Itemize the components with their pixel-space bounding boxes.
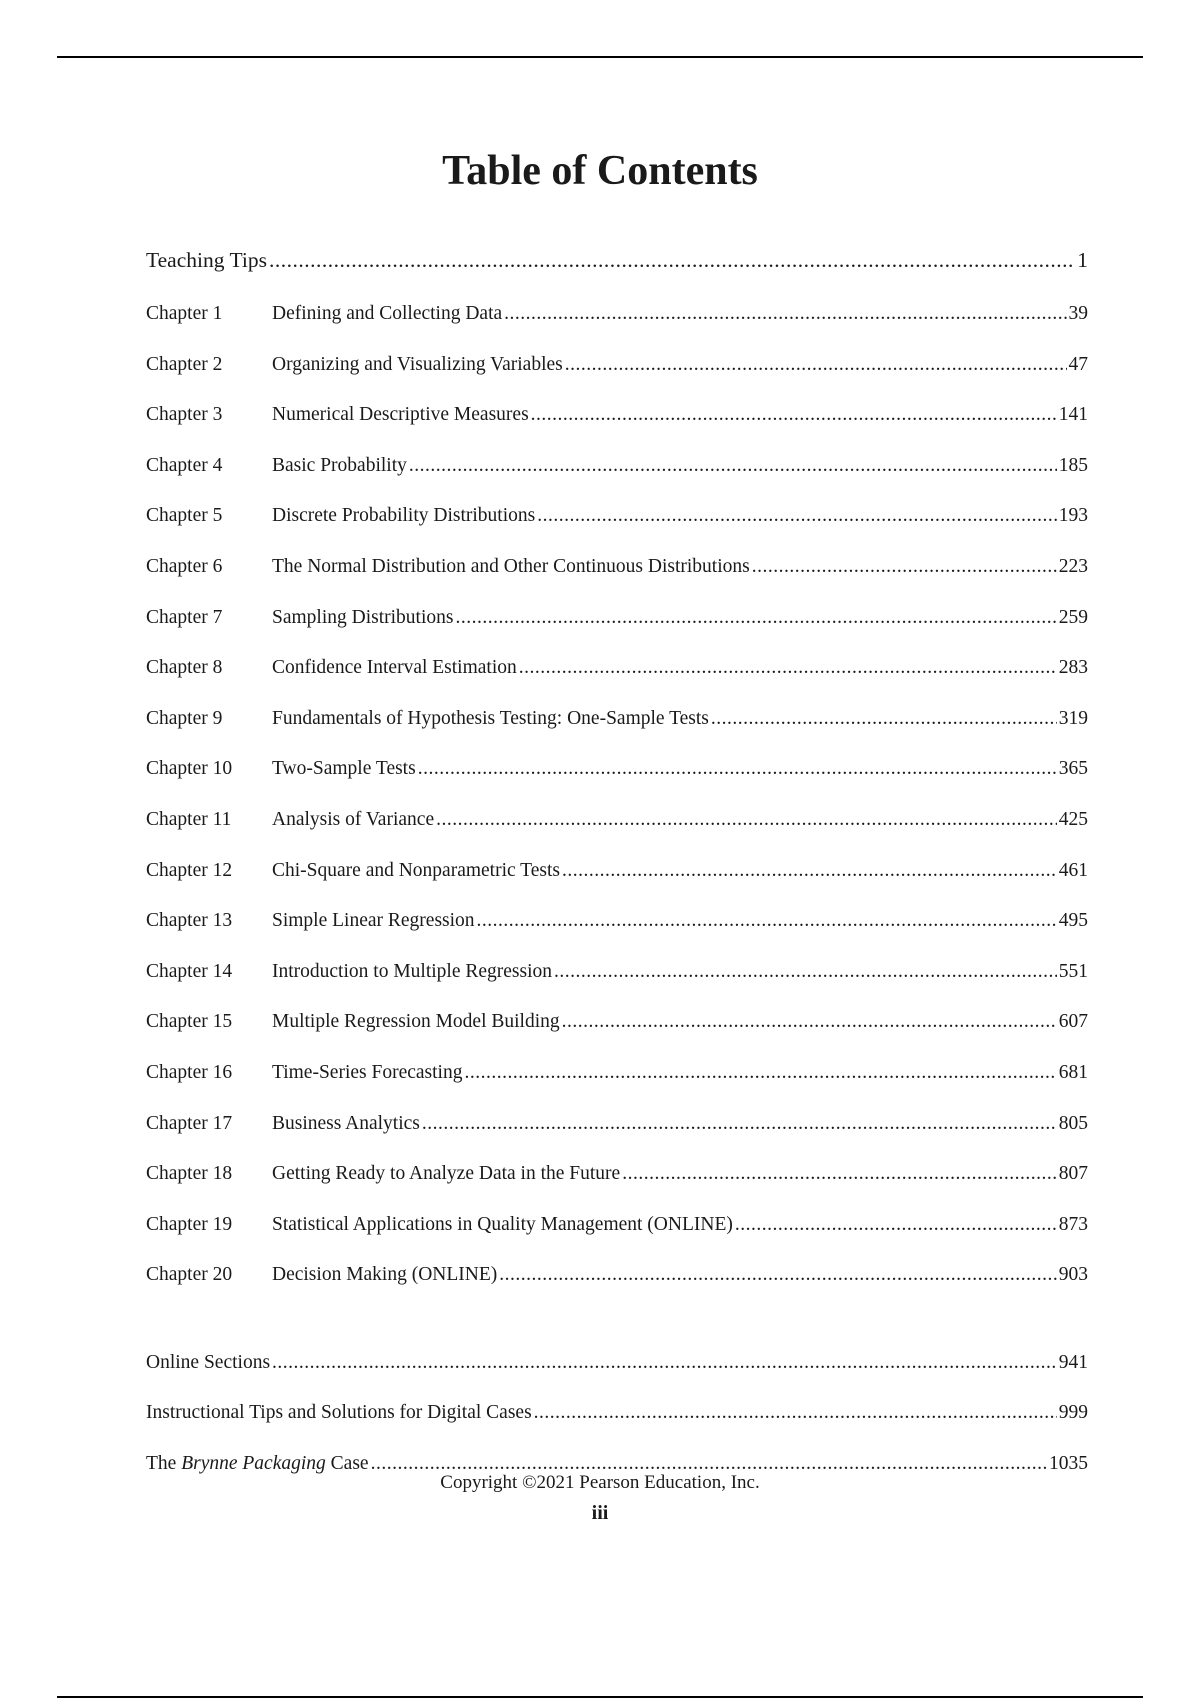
toc-chapter-title: Discrete Probability Distributions [272,505,536,527]
dot-leader [504,300,1066,328]
toc-chapter-title: Statistical Applications in Quality Management (ONLINE) [272,1213,733,1235]
toc-chapter-title: The Normal Distribution and Other Continuous Distributions [272,556,750,577]
toc-entry-chapter-6[interactable] [146,549,1088,581]
toc-chapter-number: Chapter 20 [146,1264,233,1286]
dot-leader [562,1008,1057,1036]
toc-chapter-number: Chapter 2 [146,353,223,375]
toc-page-number: 259 [1058,606,1088,628]
toc-page-number: 941 [1058,1352,1088,1373]
dot-leader [562,857,1057,885]
toc-entry-chapter-2[interactable] [146,347,1088,379]
toc-page-number: 495 [1058,910,1088,932]
toc-chapter-number: Chapter 16 [146,1062,233,1083]
toc-chapter-title: Numerical Descriptive Measures [272,404,529,426]
toc-chapter-number: Chapter 15 [146,1011,233,1033]
bottom-rule [57,1696,1143,1698]
label-prefix: The [146,1453,182,1474]
toc-page-number: 873 [1058,1213,1088,1235]
toc-entry-chapter-20[interactable] [146,1257,1088,1289]
toc-entry-chapter-16[interactable] [146,1055,1088,1087]
toc-chapter-title: Business Analytics [272,1112,420,1134]
dot-leader [534,1399,1057,1427]
toc-entry-label: Teaching Tips [146,248,267,272]
toc-entry-chapter-19[interactable] [146,1207,1088,1239]
toc-chapter-number: Chapter 12 [146,859,233,881]
dot-leader [436,806,1057,834]
dot-leader [455,604,1056,632]
toc-chapter-number: Chapter 6 [146,556,223,577]
toc-page-number: 223 [1058,556,1088,577]
toc-chapter-number: Chapter 5 [146,505,223,527]
toc-page-number: 39 [1068,303,1088,324]
toc-entry-label: Online Sections [146,1352,271,1373]
dot-leader [499,1261,1056,1289]
toc-chapter-title: Defining and Collecting Data [272,303,503,324]
toc-chapter-title: Confidence Interval Estimation [272,657,517,679]
toc-entry-label: Instructional Tips and Solutions for Digital Cases [146,1402,532,1423]
dot-leader [477,907,1057,935]
toc-entry-chapter-1[interactable] [146,296,1088,328]
toc-chapter-title: Analysis of Variance [272,809,435,830]
dot-leader [531,401,1057,429]
toc-entry-chapter-5[interactable] [146,498,1088,530]
dot-leader [622,1160,1057,1188]
toc-page-number: 47 [1068,353,1088,375]
toc-chapter-number: Chapter 3 [146,404,223,426]
toc-chapter-title: Basic Probability [272,454,407,476]
toc-entry-chapter-12[interactable] [146,853,1088,885]
toc-entry-chapter-10[interactable] [146,751,1088,783]
toc-page-number: 425 [1058,809,1088,830]
toc-chapter-title: Sampling Distributions [272,606,454,628]
toc-chapter-number: Chapter 14 [146,960,233,982]
toc-chapter-title: Organizing and Visualizing Variables [272,353,563,375]
toc-entry-chapter-4[interactable] [146,448,1088,480]
toc-chapter-number: Chapter 11 [146,809,232,830]
toc-page-number: 193 [1058,505,1088,527]
toc-entry-chapter-14[interactable] [146,954,1088,986]
toc-page-number: 681 [1058,1062,1088,1083]
toc-entry-online-sections[interactable] [146,1345,1088,1377]
dot-leader [409,452,1057,480]
toc-chapter-number: Chapter 17 [146,1112,233,1134]
toc-entry-teaching-tips[interactable] [146,242,1088,274]
dot-leader [269,246,1075,274]
toc-page-number: 1035 [1049,1453,1088,1474]
toc-page-number: 999 [1058,1402,1088,1423]
toc-chapter-title: Time-Series Forecasting [272,1062,463,1083]
toc-page-number: 1 [1077,248,1088,272]
toc-chapter-number: Chapter 13 [146,910,233,932]
toc-entry-chapter-8[interactable] [146,650,1088,682]
toc-entry-chapter-15[interactable] [146,1004,1088,1036]
copyright-notice: Copyright ©2021 Pearson Education, Inc. [440,1472,760,1493]
page-number: iii [591,1502,609,1524]
dot-leader [735,1211,1057,1239]
toc-chapter-number: Chapter 19 [146,1213,233,1235]
toc-entry-chapter-13[interactable] [146,903,1088,935]
toc-chapter-title: Chi-Square and Nonparametric Tests [272,859,560,881]
page-title: Table of Contents [442,148,758,194]
dot-leader [537,502,1057,530]
top-rule [57,56,1143,58]
toc-chapter-title: Multiple Regression Model Building [272,1011,560,1033]
dot-leader [519,654,1057,682]
toc-page-number: 551 [1058,960,1088,982]
toc-chapter-title: Decision Making (ONLINE) [272,1264,498,1286]
toc-chapter-number: Chapter 7 [146,606,223,628]
dot-leader [418,755,1057,783]
toc-chapter-number: Chapter 8 [146,657,223,679]
toc-page-number: 319 [1058,707,1088,729]
dot-leader [464,1059,1056,1087]
toc-chapter-title: Introduction to Multiple Regression [272,960,553,982]
dot-leader [752,553,1057,581]
toc-entry-chapter-9[interactable] [146,701,1088,733]
toc-page-number: 365 [1058,758,1088,780]
toc-page-number: 903 [1058,1264,1088,1286]
dot-leader [422,1110,1057,1138]
dot-leader [565,351,1067,379]
toc-chapter-title: Fundamentals of Hypothesis Testing: One-Sample Tests [272,707,709,729]
dot-leader [711,705,1057,733]
toc-page-number: 185 [1058,454,1088,476]
toc-chapter-title: Two-Sample Tests [272,758,416,780]
toc-chapter-number: Chapter 9 [146,707,223,729]
toc-chapter-title: Getting Ready to Analyze Data in the Future [272,1163,621,1185]
toc-entry-chapter-17[interactable] [146,1106,1088,1138]
toc-chapter-number: Chapter 1 [146,303,223,324]
dot-leader [554,958,1057,986]
toc-entry-chapter-7[interactable] [146,600,1088,632]
dot-leader [272,1349,1057,1377]
toc-page-number: 461 [1058,859,1088,881]
label-suffix: Case [325,1453,369,1474]
toc-entry-chapter-3[interactable] [146,397,1088,429]
toc-page-number: 805 [1058,1112,1088,1134]
toc-chapter-title: Simple Linear Regression [272,910,475,932]
label-italic: Brynne Packaging [181,1453,326,1474]
toc-entry-chapter-11[interactable] [146,802,1088,834]
toc-chapter-number: Chapter 10 [146,758,233,780]
toc-chapter-number: Chapter 18 [146,1163,233,1185]
toc-entry-instructional-tips[interactable] [146,1395,1088,1427]
toc-chapter-number: Chapter 4 [146,454,223,476]
toc-page-number: 607 [1058,1011,1088,1033]
toc-page-number: 807 [1058,1163,1088,1185]
toc-page-number: 283 [1058,657,1088,679]
toc-page-number: 141 [1058,404,1088,426]
toc-entry-chapter-18[interactable] [146,1156,1088,1188]
